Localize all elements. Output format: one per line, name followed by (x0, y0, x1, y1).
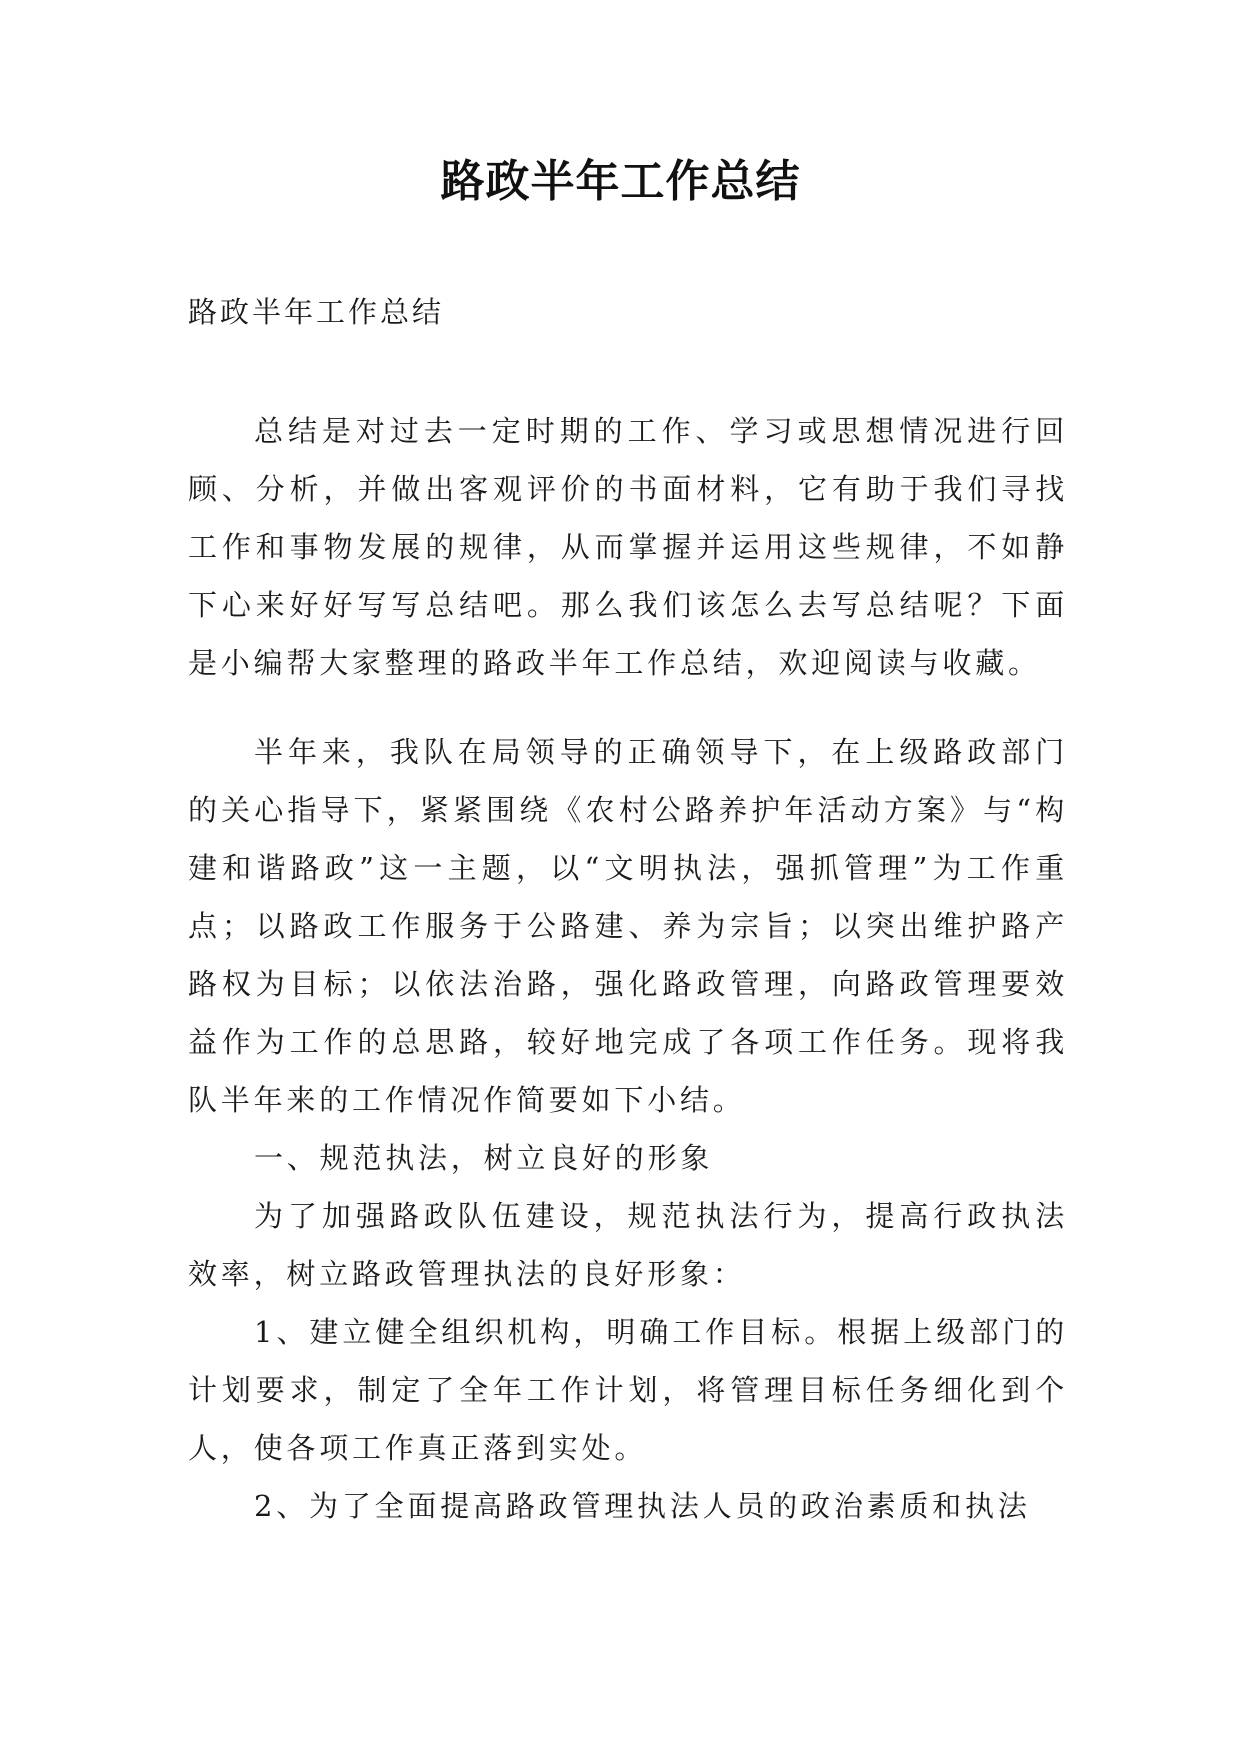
document-subtitle: 路政半年工作总结 (188, 295, 445, 329)
intro-section (188, 402, 1068, 692)
section-heading: 一、规范执法，树立良好的形象 (254, 1141, 714, 1175)
paragraph: 半年来，我队在局领导的正确领导下，在上级路政部门的关心指导下，紧紧围绕《农村公路养护年活动方案》与“构建和谐路政”这一主题，以“文明执法，强抓管理”为工作重点；以路政工作服务于公路建、养为宗旨；以突出维护路产路权为目标；以依法治路，强化路政管理，向路政管理要效益作为工作的总思路，较好地完成了各项工作任务。现将我队半年来的工作情况作简要如下小结。 (188, 735, 1068, 1117)
main-section (188, 723, 1068, 1535)
document-title: 路政半年工作总结 (440, 156, 801, 207)
paragraph: 1、建立健全组织机构，明确工作目标。根据上级部门的计划要求，制定了全年工作计划，将管理目标任务细化到个人，使各项工作真正落到实处。 (188, 1315, 1068, 1465)
paragraph: 总结是对过去一定时期的工作、学习或思想情况进行回顾、分析，并做出客观评价的书面材料，它有助于我们寻找工作和事物发展的规律，从而掌握并运用这些规律，不如静下心来好好写写总结吧。那么我们该怎么去写总结呢？下面是小编帮大家整理的路政半年工作总结，欢迎阅读与收藏。 (188, 414, 1068, 680)
paragraph: 为了加强路政队伍建设，规范执法行为，提高行政执法效率，树立路政管理执法的良好形象： (188, 1199, 1068, 1291)
paragraph: 2、为了全面提高路政管理执法人员的政治素质和执法 (254, 1489, 1031, 1523)
